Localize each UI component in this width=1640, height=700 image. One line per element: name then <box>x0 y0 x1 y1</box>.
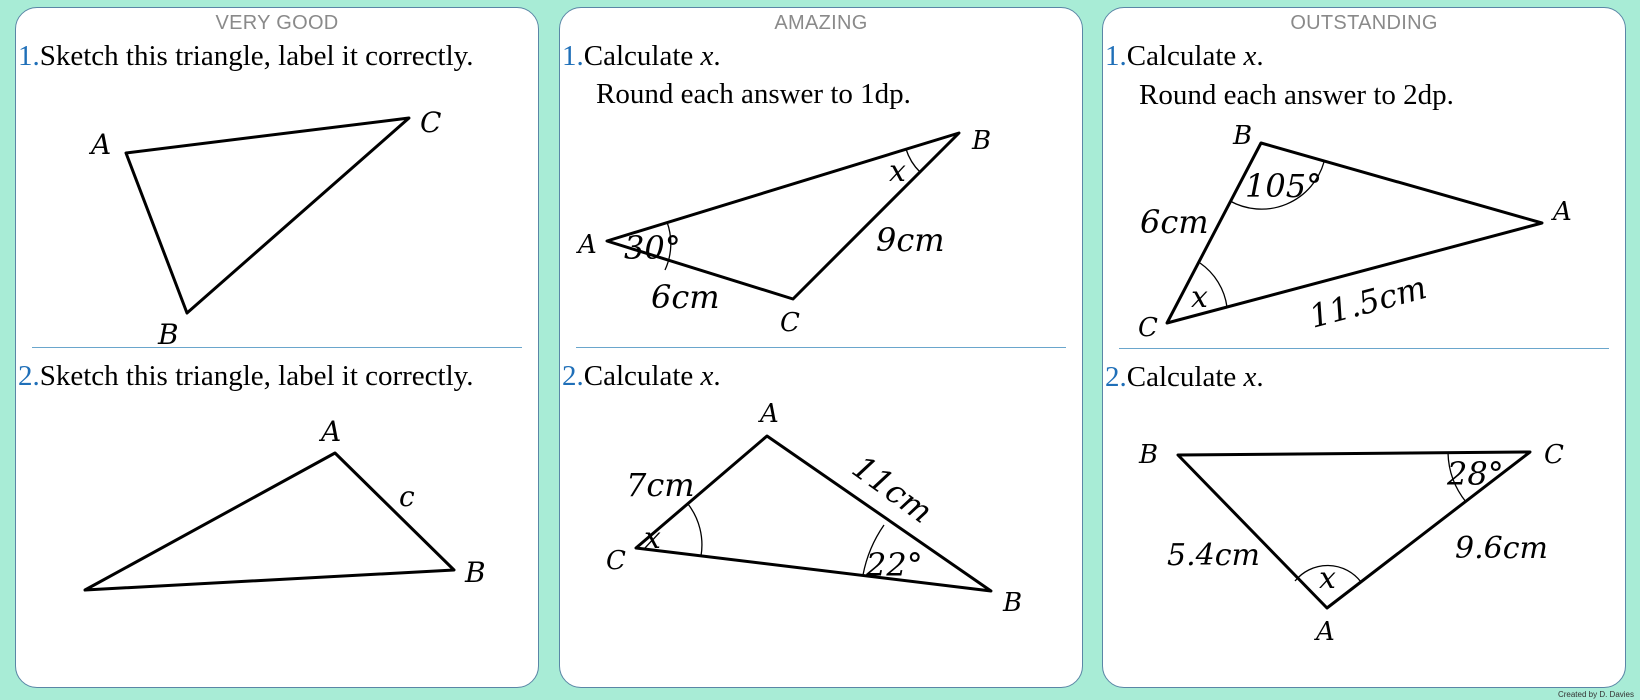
side-label-9-6cm: 9.6cm <box>1455 531 1548 566</box>
question-subtext: Round each answer to 1dp. <box>596 78 911 110</box>
panel-title: OUTSTANDING <box>1290 12 1438 34</box>
vertex-label-a: A <box>321 415 342 448</box>
side-label-6cm: 6cm <box>651 278 720 316</box>
panel-title: AMAZING <box>774 12 868 34</box>
triangle-figures <box>1103 8 1626 688</box>
question-text: Calculate <box>1126 40 1244 72</box>
angle-label-x: x <box>1191 280 1208 315</box>
vertex-label-b: B <box>465 556 486 589</box>
angle-label-x: x <box>644 521 661 556</box>
question-text: Sketch this triangle, label it correctly. <box>39 40 474 72</box>
vertex-label-c: C <box>606 546 626 576</box>
angle-arc-b <box>906 149 920 172</box>
vertex-label-a: A <box>1553 197 1572 227</box>
vertex-label-a: A <box>1316 617 1335 647</box>
question-text: Calculate <box>583 360 701 392</box>
triangle-figures <box>560 8 1083 688</box>
side-label-11cm: 11cm <box>845 447 940 531</box>
question-subtext: Round each answer to 2dp. <box>1139 79 1454 111</box>
side-label-c: c <box>399 480 415 513</box>
vertex-label-a: A <box>760 399 779 429</box>
vertex-label-b: B <box>158 318 179 351</box>
variable-x: x <box>1243 361 1257 393</box>
question-text: Calculate <box>583 40 701 72</box>
angle-label-22: 22° <box>866 546 923 584</box>
question-text: Calculate <box>1126 361 1244 393</box>
question-punct: . <box>1256 40 1264 72</box>
question-punct: . <box>1256 361 1264 393</box>
triangle-figures <box>16 8 539 688</box>
question-number: 1. <box>1105 40 1127 72</box>
triangle-abc <box>126 118 409 313</box>
question-number: 1. <box>18 40 40 72</box>
variable-x: x <box>700 360 714 392</box>
vertex-label-b: B <box>1139 440 1159 470</box>
panel-amazing <box>559 7 1083 688</box>
angle-label-x: x <box>889 154 906 189</box>
side-label-6cm: 6cm <box>1140 203 1209 241</box>
question-number: 2. <box>562 360 584 392</box>
vertex-label-b: B <box>1233 121 1253 151</box>
question-punct: . <box>713 360 721 392</box>
credit-text: Created by D. Davies <box>1557 690 1634 699</box>
panel-title: VERY GOOD <box>215 12 339 34</box>
question-text: Sketch this triangle, label it correctly. <box>39 360 474 392</box>
question-number: 1. <box>562 40 584 72</box>
question-number: 2. <box>18 360 40 392</box>
side-label-5-4cm: 5.4cm <box>1167 538 1260 573</box>
angle-label-30: 30° <box>624 229 681 267</box>
variable-x: x <box>1243 40 1257 72</box>
vertex-label-c: C <box>1544 440 1564 470</box>
vertex-label-c: C <box>1138 313 1158 343</box>
question-punct: . <box>713 40 721 72</box>
question-number: 2. <box>1105 361 1127 393</box>
vertex-label-a: A <box>91 128 112 161</box>
triangle-abc-2 <box>636 436 991 591</box>
triangle-abc <box>607 133 959 299</box>
side-label-9cm: 9cm <box>876 221 945 259</box>
angle-arc-c <box>688 504 702 556</box>
angle-label-28: 28° <box>1447 455 1504 493</box>
side-label-7cm: 7cm <box>626 466 695 504</box>
side-label-11-5cm: 11.5cm <box>1305 268 1431 336</box>
vertex-label-c: C <box>420 106 442 139</box>
triangle-abc-2 <box>85 453 454 590</box>
panel-outstanding <box>1102 7 1626 688</box>
variable-x: x <box>700 40 714 72</box>
panel-very-good <box>15 7 539 688</box>
vertex-label-c: C <box>780 308 800 338</box>
vertex-label-a: A <box>578 230 597 260</box>
angle-label-x: x <box>1319 561 1336 596</box>
vertex-label-b: B <box>972 126 992 156</box>
angle-label-105: 105° <box>1245 167 1323 205</box>
vertex-label-b: B <box>1003 588 1023 618</box>
